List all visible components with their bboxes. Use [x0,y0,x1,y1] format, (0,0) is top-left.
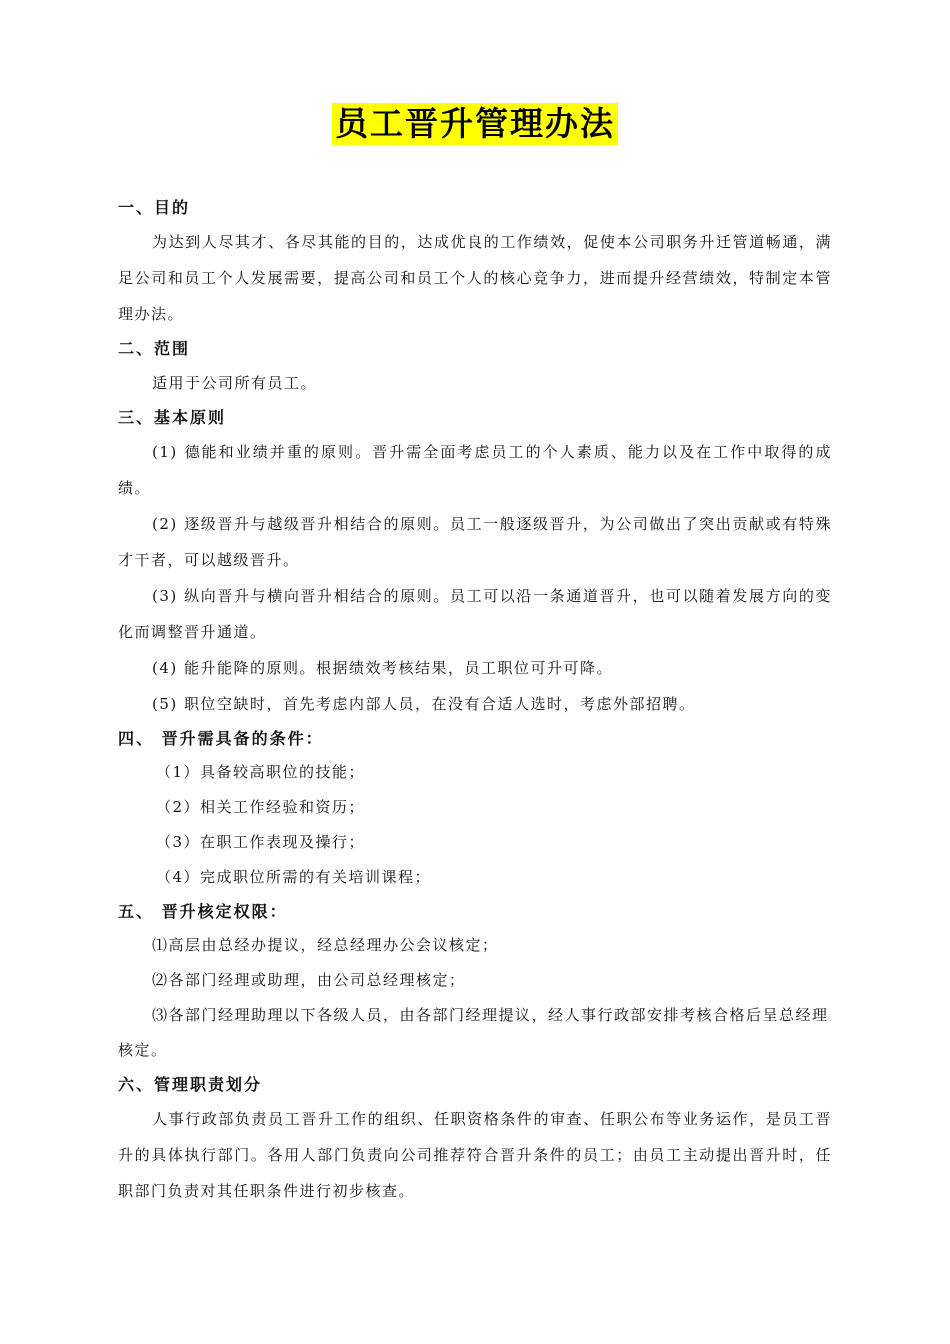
authority-item: ⑵各部门经理或助理，由公司总经理核定； [152,971,466,989]
section-paragraph: 适用于公司所有员工。 [152,374,318,392]
condition-item: （4）完成职位所需的有关培训课程； [156,868,432,886]
title-wrap [0,103,950,145]
document-title: 员工晋升管理办法 [332,103,618,145]
section-paragraph: 为达到人尽其才、各尽其能的目的，达成优良的工作绩效，促使本公司职务升迁管道畅通，满足公司和员工个人发展需要，提高公司和员工个人的核心竞争力，进而提升经营绩效，特制定本管理办法。 [118,233,832,323]
section-heading-conditions: 四、 晋升需具备的条件： [118,729,324,748]
section-heading-principles: 三、基本原则 [118,408,227,427]
section-heading-authority: 五、 晋升核定权限： [118,902,288,921]
principle-item: (5) 职位空缺时，首先考虑内部人员，在没有合适人选时，考虑外部招聘。 [152,695,696,713]
principle-item: (1) 德能和业绩并重的原则。晋升需全面考虑员工的个人素质、能力以及在工作中取得的成绩。 [118,443,832,497]
authority-item: ⑶各部门经理助理以下各级人员，由各部门经理提议，经人事行政部安排考核合格后呈总经理核定。 [118,1006,829,1059]
section-heading-scope: 二、范围 [118,339,191,358]
condition-item: （2）相关工作经验和资历； [156,798,366,816]
principle-item: (2) 逐级晋升与越级晋升相结合的原则。员工一般逐级晋升，为公司做出了突出贡献或有特殊才干者，可以越级晋升。 [118,515,832,569]
principle-item: (3) 纵向晋升与横向晋升相结合的原则。员工可以沿一条通道晋升，也可以随着发展方向的变化而调整晋升通道。 [118,587,832,641]
section-heading-purpose: 一、目的 [118,198,191,217]
condition-item: （3）在职工作表现及操行； [156,833,366,851]
principle-item: (4) 能升能降的原则。根据绩效考核结果，员工职位可升可降。 [152,659,614,677]
document-body [118,192,832,1209]
condition-item: （1）具备较高职位的技能； [156,763,366,781]
section-paragraph: 人事行政部负责员工晋升工作的组织、任职资格条件的审查、任职公布等业务运作，是员工晋升的具体执行部门。各用人部门负责向公司推荐符合晋升条件的员工；由员工主动提出晋升时，任职部门负责对其任职条件进行初步核查。 [118,1110,832,1200]
section-heading-responsibilities: 六、管理职责划分 [118,1075,263,1094]
authority-item: ⑴高层由总经办提议，经总经理办公会议核定； [152,936,499,954]
